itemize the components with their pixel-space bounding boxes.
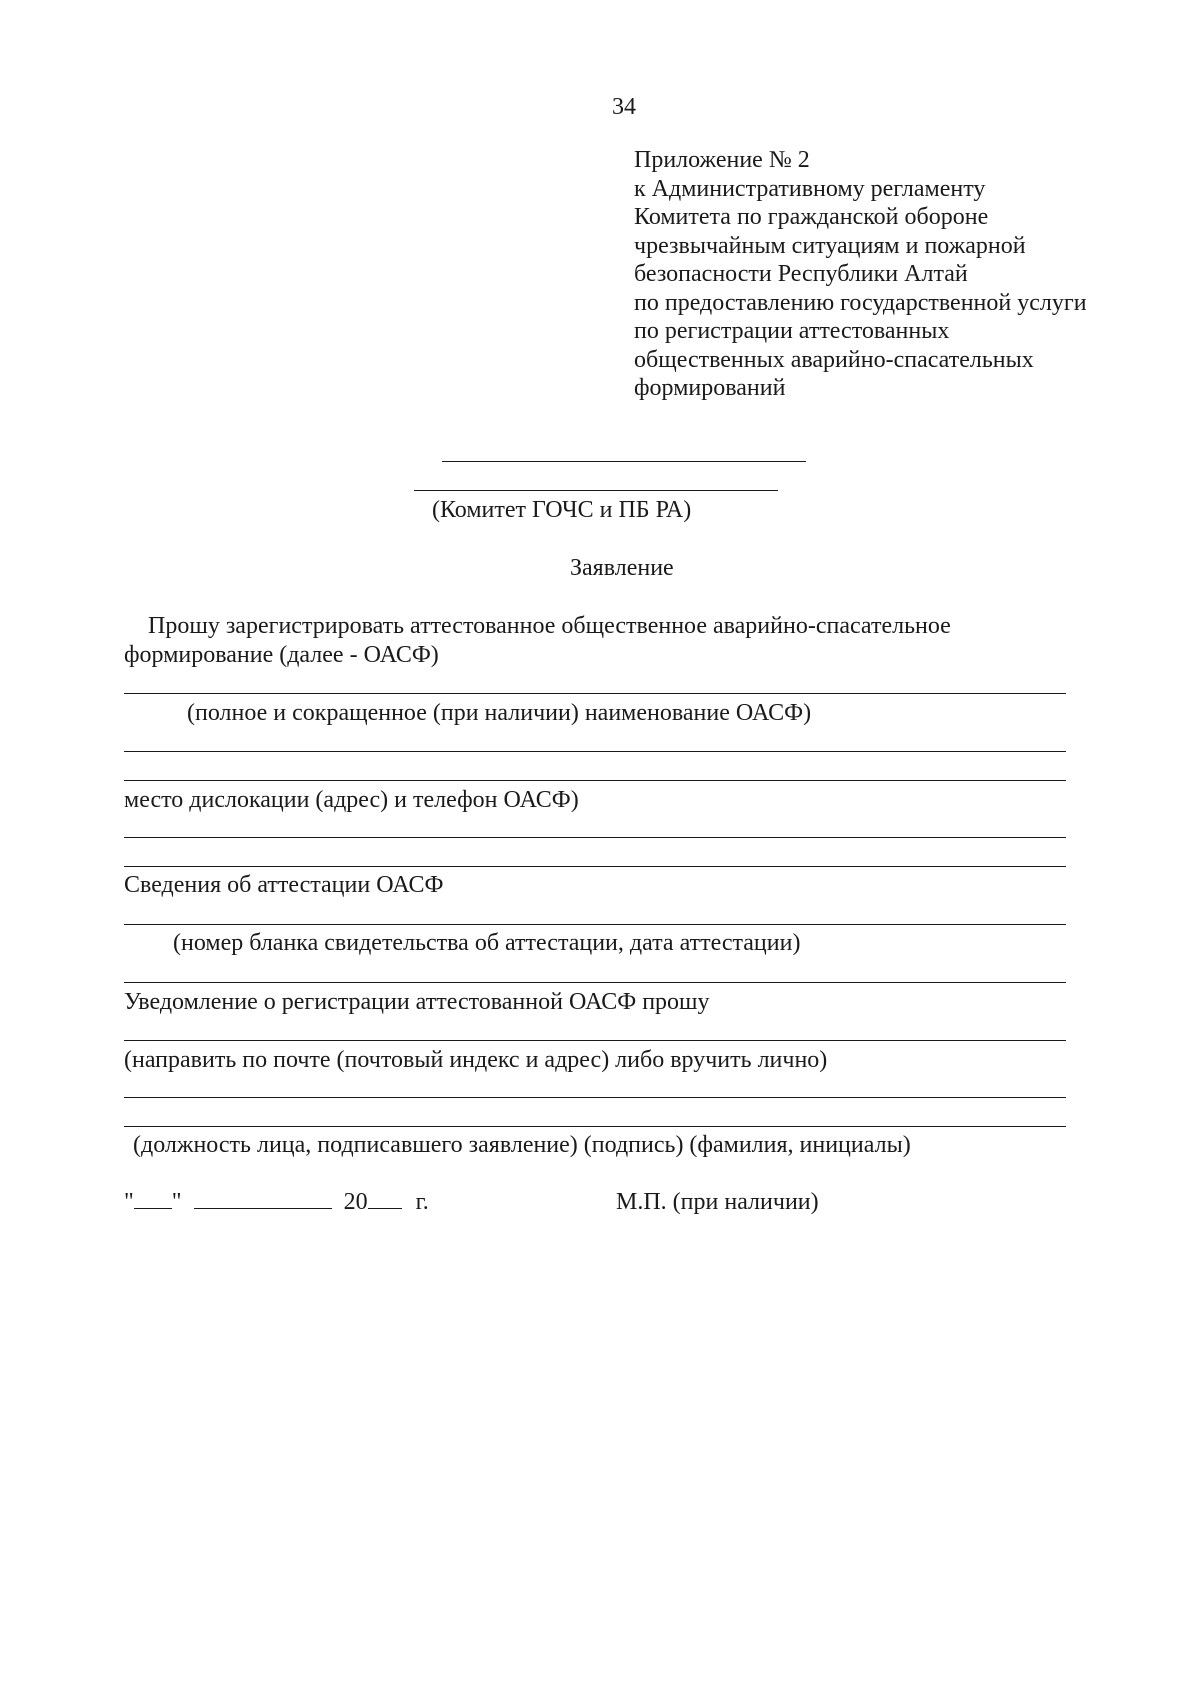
notice-label: Уведомление о регистрации аттестованной ОАСФ прошу [124, 989, 710, 1015]
appendix-line: формирований [634, 375, 786, 401]
name-field-line[interactable] [124, 751, 1066, 752]
request-text: Прошу зарегистрировать аттестованное общественное аварийно-спасательное [148, 613, 951, 639]
year-prefix: 20 [343, 1189, 368, 1215]
addressee-blank-line[interactable] [442, 461, 806, 462]
year-suffix: г. [415, 1189, 429, 1215]
page-number: 34 [612, 94, 636, 120]
signature-field-line[interactable] [124, 1126, 1066, 1127]
appendix-line: Приложение № 2 [634, 147, 810, 173]
appendix-line: Комитета по гражданской обороне [634, 204, 989, 230]
certificate-field-line[interactable] [124, 982, 1066, 983]
attestation-field-line[interactable] [124, 924, 1066, 925]
signature-caption: (должность лица, подписавшего заявление) (подпись) (фамилия, инициалы) [133, 1132, 911, 1158]
delivery-field-line[interactable] [124, 1097, 1066, 1098]
date-row [124, 1188, 429, 1216]
location-field-line[interactable] [124, 837, 1066, 838]
date-open-quote: " [124, 1189, 134, 1215]
name-field-line[interactable] [124, 693, 1066, 694]
appendix-line: чрезвычайным ситуациям и пожарной [634, 232, 1026, 259]
month-blank[interactable] [194, 1188, 332, 1209]
location-field-line[interactable] [124, 780, 1066, 781]
addressee-committee: (Комитет ГОЧС и ПБ РА) [432, 497, 692, 523]
appendix-line: к Административному регламенту [634, 175, 986, 202]
date-close-quote: " [171, 1189, 182, 1215]
appendix-line: безопасности Республики Алтай [634, 261, 968, 287]
appendix-header [634, 146, 1087, 403]
addressee-blank-line[interactable] [414, 490, 778, 491]
notice-field-line[interactable] [124, 1040, 1066, 1041]
name-caption: (полное и сокращенное (при наличии) наименование ОАСФ) [187, 700, 812, 726]
delivery-caption: (направить по почте (почтовый индекс и адрес) либо вручить лично) [124, 1047, 828, 1073]
appendix-line: по регистрации аттестованных [634, 318, 950, 344]
document-title: Заявление [570, 555, 674, 581]
appendix-line: общественных аварийно-спасательных [634, 346, 1034, 373]
day-blank[interactable] [134, 1188, 172, 1209]
stamp-label: М.П. (при наличии) [616, 1189, 819, 1215]
year-blank[interactable] [368, 1188, 402, 1209]
appendix-line: по предоставлению государственной услуги [634, 289, 1087, 316]
attestation-label: Сведения об аттестации ОАСФ [124, 872, 444, 898]
attestation-field-line[interactable] [124, 866, 1066, 867]
certificate-caption: (номер бланка свидетельства об аттестации, дата аттестации) [173, 930, 801, 956]
location-caption: место дислокации (адрес) и телефон ОАСФ) [124, 787, 579, 813]
request-text: формирование (далее - ОАСФ) [124, 642, 439, 668]
